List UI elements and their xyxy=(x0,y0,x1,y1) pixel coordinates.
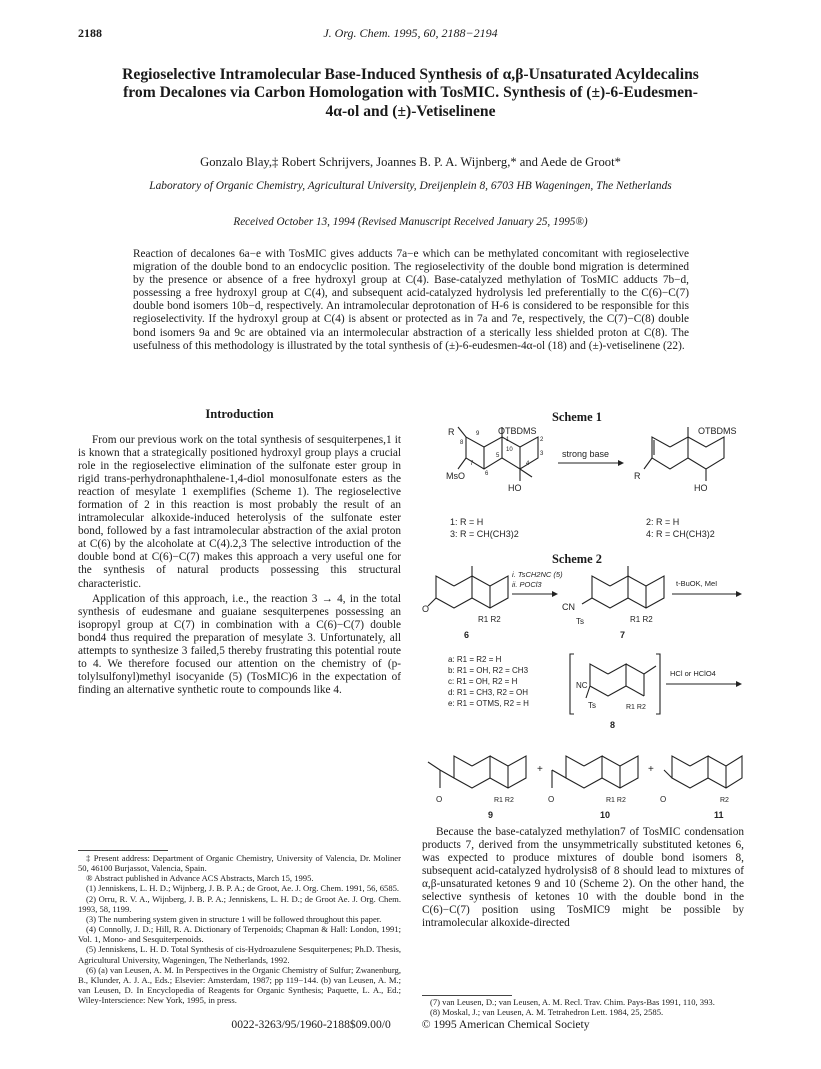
footnote: (1) Jenniskens, L. H. D.; Wijnberg, J. B. P. A.; de Groot, Ae. J. Org. Chem. 1991, 56, 6585. xyxy=(86,883,400,894)
author-list: Gonzalo Blay,‡ Robert Schrijvers, Joannes B. P. A. Wijnberg,* and Aede de Groot* xyxy=(200,155,621,169)
arrowhead-icon xyxy=(736,591,742,597)
substituent-c: c: R1 = OH, R2 = H xyxy=(448,677,518,686)
footnote: (7) van Leusen, D.; van Leusen, A. M. Recl. Trav. Chim. Pays-Bas 1991, 110, 393. xyxy=(430,997,715,1007)
compound-9-label: 9 xyxy=(488,810,494,820)
locant-4: 4 xyxy=(526,461,530,467)
otbdms-label-left: OTBDMS xyxy=(498,426,537,436)
otbdms-label-right: OTBDMS xyxy=(698,426,737,436)
intro-paragraph-1: From our previous work on the total synthesis of sesquiterpenes,1 it is known that a strategically positioned hydroxyl group plays a crucial role in the regioselective elimination of the sulfonate ester group in rigid trans-perhydronaphthalene-1,4-diol monosulfonate esters as the reaction of mesylate 1 exemplifies (Scheme 1). The regioselective formation of 2 in this reaction is most probably the result of an intramolecular alkoxide-induced heterolysis of the sulfonate ester bond, followed by a fast intramolecular abstraction of the axial proton at C(6) by the alcoholate at C(4).2,3 The selective introduction of the double bond at C(6)−C(7) makes this approach a very useful one for the synthesis of natural products possessing this structural characteristic. xyxy=(78,434,401,590)
compound-label-4: 4: R = CH(CH3)2 xyxy=(646,529,715,539)
ho-label-right: HO xyxy=(694,483,708,493)
page-footer xyxy=(0,1018,821,1031)
reagent-tosmic: i. TsCH2NC (5) xyxy=(512,570,563,579)
abstract-text: Reaction of decalones 6a−e with TosMIC gives adducts 7a−e which can be methylated concomitant with regioselective migration of the double bond to an endocyclic position. The regioselectivity of the double bond migration is determined by the presence or absence of a free hydroxyl group at C(4). Base-catalyzed methylation of TosMIC adducts 7b−d, possessing a free hydroxyl group at C(4), and subsequent acid-catalyzed hydrolysis led preferentially to the C(6)−C(7) double bond isomers 10b−d, respectively. An intramolecular deprotonation of H-6 is considered to be responsible for this regioselectivity. If the hydroxyl group at C(4) is absent or protected as in 7a and 7e, respectively, the C(7)−C(8) double bond isomers 9a and 9c are obtained via an intermolecular abstraction of a sterically less shielded proton at C(8). The usefulness of this methodology is illustrated by the total synthesis of (±)-6-eudesmen-4α-ol (18) and (±)-vetiselinene (22). xyxy=(133,248,689,352)
journal-citation: J. Org. Chem. 1995, 60, 2188−2194 xyxy=(323,26,498,40)
footnote-rule xyxy=(78,850,168,851)
plus-sign: + xyxy=(648,764,654,775)
compound-7-label: 7 xyxy=(620,630,626,640)
enone-10-structure xyxy=(552,756,638,788)
locant-7: 7 xyxy=(470,461,474,467)
compound-label-3: 3: R = CH(CH3)2 xyxy=(450,529,519,539)
r1r2-label: R1 R2 xyxy=(478,615,501,624)
compound-label-2: 2: R = H xyxy=(646,517,680,527)
ho-label-left: HO xyxy=(508,483,522,493)
r1r2-label: R1 R2 xyxy=(626,704,646,711)
locant-5: 5 xyxy=(496,453,500,459)
ts-label: Ts xyxy=(588,701,596,710)
r1r2-label: R1 R2 xyxy=(606,797,626,804)
r1r2-label: R1 R2 xyxy=(630,615,653,624)
ketone-6-structure xyxy=(428,566,508,608)
arrowhead-icon xyxy=(552,591,558,597)
nc-label: NC xyxy=(576,681,588,690)
compound-8-label: 8 xyxy=(610,720,616,730)
locant-2: 2 xyxy=(540,437,544,443)
oxo-label: O xyxy=(436,795,443,804)
r1r2-label: R1 R2 xyxy=(494,797,514,804)
substituent-d: d: R1 = CH3, R2 = OH xyxy=(448,688,529,697)
footnote: (4) Connolly, J. D.; Hill, R. A. Dictionary of Terpenoids; Chapman & Hall: London, 1991; Vol. 1, Mono- and Sesquiterpenoids. xyxy=(78,924,401,945)
compound-10-label: 10 xyxy=(600,810,611,820)
footnote: (2) Orru, R. V. A., Wijnberg, J. B. P. A.; Jenniskens, L. H. D.; de Groot Ae. J. Org. Chem. 1993, 58, 1199. xyxy=(78,893,401,914)
scheme-1-title: Scheme 1 xyxy=(552,410,602,424)
reagent-pocl3: ii. POCl3 xyxy=(512,580,542,589)
footnote: ‡ Present address: Department of Organic Chemistry, University of Valencia, Dr. Moliner 50, 46100 Burjassot, Valencia, Spain. xyxy=(78,853,401,874)
oxo-label: O xyxy=(422,604,430,614)
copyright-notice: © 1995 American Chemical Society xyxy=(421,1018,590,1031)
cn-label: CN xyxy=(562,602,575,612)
ts-label: Ts xyxy=(576,617,584,626)
footnotes-right xyxy=(422,997,744,1017)
locant-3: 3 xyxy=(540,451,544,457)
enone-11-structure xyxy=(664,756,742,788)
article-title: Regioselective Intramolecular Base-Induced Synthesis of α,β-Unsaturated Acyldecalins from Decalones via Carbon Homologation with TosMIC. Synthesis of (±)-6-Eudesmen-4α-ol and (±)-Vetiselinene xyxy=(122,66,699,120)
footnote: (8) Moskal, J.; van Leusen, A. M. Tetrahedron Lett. 1984, 25, 2585. xyxy=(430,1007,664,1018)
section-heading-introduction: Introduction xyxy=(205,407,274,421)
footnote-rule-right xyxy=(422,995,512,996)
mso-label: MsO xyxy=(446,471,465,481)
scheme-1-figure xyxy=(448,425,748,545)
enone-9-structure xyxy=(428,756,526,788)
compound-6-label: 6 xyxy=(464,630,470,640)
introduction-body xyxy=(78,434,401,697)
r-label-right: R xyxy=(634,471,641,481)
locant-8: 8 xyxy=(460,440,464,446)
plus-sign: + xyxy=(537,764,543,775)
r-label-left: R xyxy=(448,427,455,437)
intro-paragraph-2: Application of this approach, i.e., the reaction 3 → 4, in the total synthesis of eudesmane and guaiane sesquiterpenes possessing an isopropyl group at C(7) in combination with a C(6)−C(7) double bond4 thus required the preparation of mesylate 3. Unfortunately, all attempts to synthesize 3 failed,5 thereby frustrating this potential route to 4. We therefore focused our attention on the chemistry of (p-tolylsulfonyl)methyl isocyanide (5) (TosMIC)6 in the expectation of finding an alternative synthetic route to compounds like 4. xyxy=(78,592,401,696)
r2-label: R2 xyxy=(720,797,729,804)
body-paragraph: Because the base-catalyzed methylation7 of TosMIC condensation products 7, derived from the unsymmetrically substituted ketones 6, was expected to produce mixtures of double bond isomers 8, subsequent acid-catalyzed hydrolysis8 of 8 should lead to mixtures of α,β-unsaturated ketones 9 and 10 (Scheme 2). On the other hand, the selective synthesis of ketones 10 with the double bond in the C(6)−C(7) position using TosMIC9 might be possible by intramolecular alkoxide-directed xyxy=(422,826,744,930)
reagent-acid: HCl or HClO4 xyxy=(670,669,716,678)
footnotes xyxy=(78,853,401,1005)
abstract xyxy=(133,248,689,353)
reagent-strong-base: strong base xyxy=(562,449,610,459)
substituent-b: b: R1 = OH, R2 = CH3 xyxy=(448,666,529,675)
scheme-2-title: Scheme 2 xyxy=(552,552,602,566)
substituent-a: a: R1 = R2 = H xyxy=(448,655,502,664)
footnote: (5) Jenniskens, L. H. D. Total Synthesis of cis-Hydroazulene Sesquiterpenes; Ph.D. Thesis, Agricultural University, Wageningen, The Netherlands, 1992. xyxy=(78,944,401,965)
received-dates: Received October 13, 1994 (Revised Manuscript Received January 25, 1995®) xyxy=(233,216,588,228)
compound-11-label: 11 xyxy=(714,810,724,820)
adduct-7-structure xyxy=(582,566,664,608)
locant-1: 1 xyxy=(506,437,510,443)
running-header xyxy=(78,26,743,42)
compound-label-1: 1: R = H xyxy=(450,517,484,527)
footnote: (3) The numbering system given in structure 1 will be followed throughout this paper. xyxy=(86,913,382,924)
reagent-tbuok-mei: t-BuOK, MeI xyxy=(676,579,718,588)
oxo-label: O xyxy=(660,795,667,804)
affiliation: Laboratory of Organic Chemistry, Agricultural University, Dreijenplein 8, 6703 HB Wageningen, The Netherlands xyxy=(149,180,672,192)
oxo-label: O xyxy=(548,795,555,804)
footnote: (6) (a) van Leusen, A. M. In Perspectives in the Organic Chemistry of Sulfur; Zwanenburg, B., Klunder, A. J. A., Eds.; Elsevier: Amsterdam, 1987; pp 119−144. (b) van Leusen, A. M.; van Leusen, D. In Encyclopedia of Reagents for Organic Synthesis; Paquette, L. A., Ed.; Wiley-Interscience: New York, 1995, in press. xyxy=(78,964,401,1006)
arrowhead-icon xyxy=(736,681,742,687)
page-number: 2188 xyxy=(78,26,102,40)
arrowhead-icon xyxy=(618,460,624,466)
locant-9: 9 xyxy=(476,431,480,437)
left-column xyxy=(78,407,401,697)
article-code: 0022-3263/95/1960-2188$09.00/0 xyxy=(231,1018,391,1031)
footnote: ® Abstract published in Advance ACS Abstracts, March 15, 1995. xyxy=(86,873,314,884)
substituent-e: e: R1 = OTMS, R2 = H xyxy=(448,699,529,708)
locant-10: 10 xyxy=(506,447,513,453)
locant-6: 6 xyxy=(485,471,489,477)
scheme-2-figure xyxy=(424,566,746,822)
right-column-body xyxy=(422,826,744,930)
